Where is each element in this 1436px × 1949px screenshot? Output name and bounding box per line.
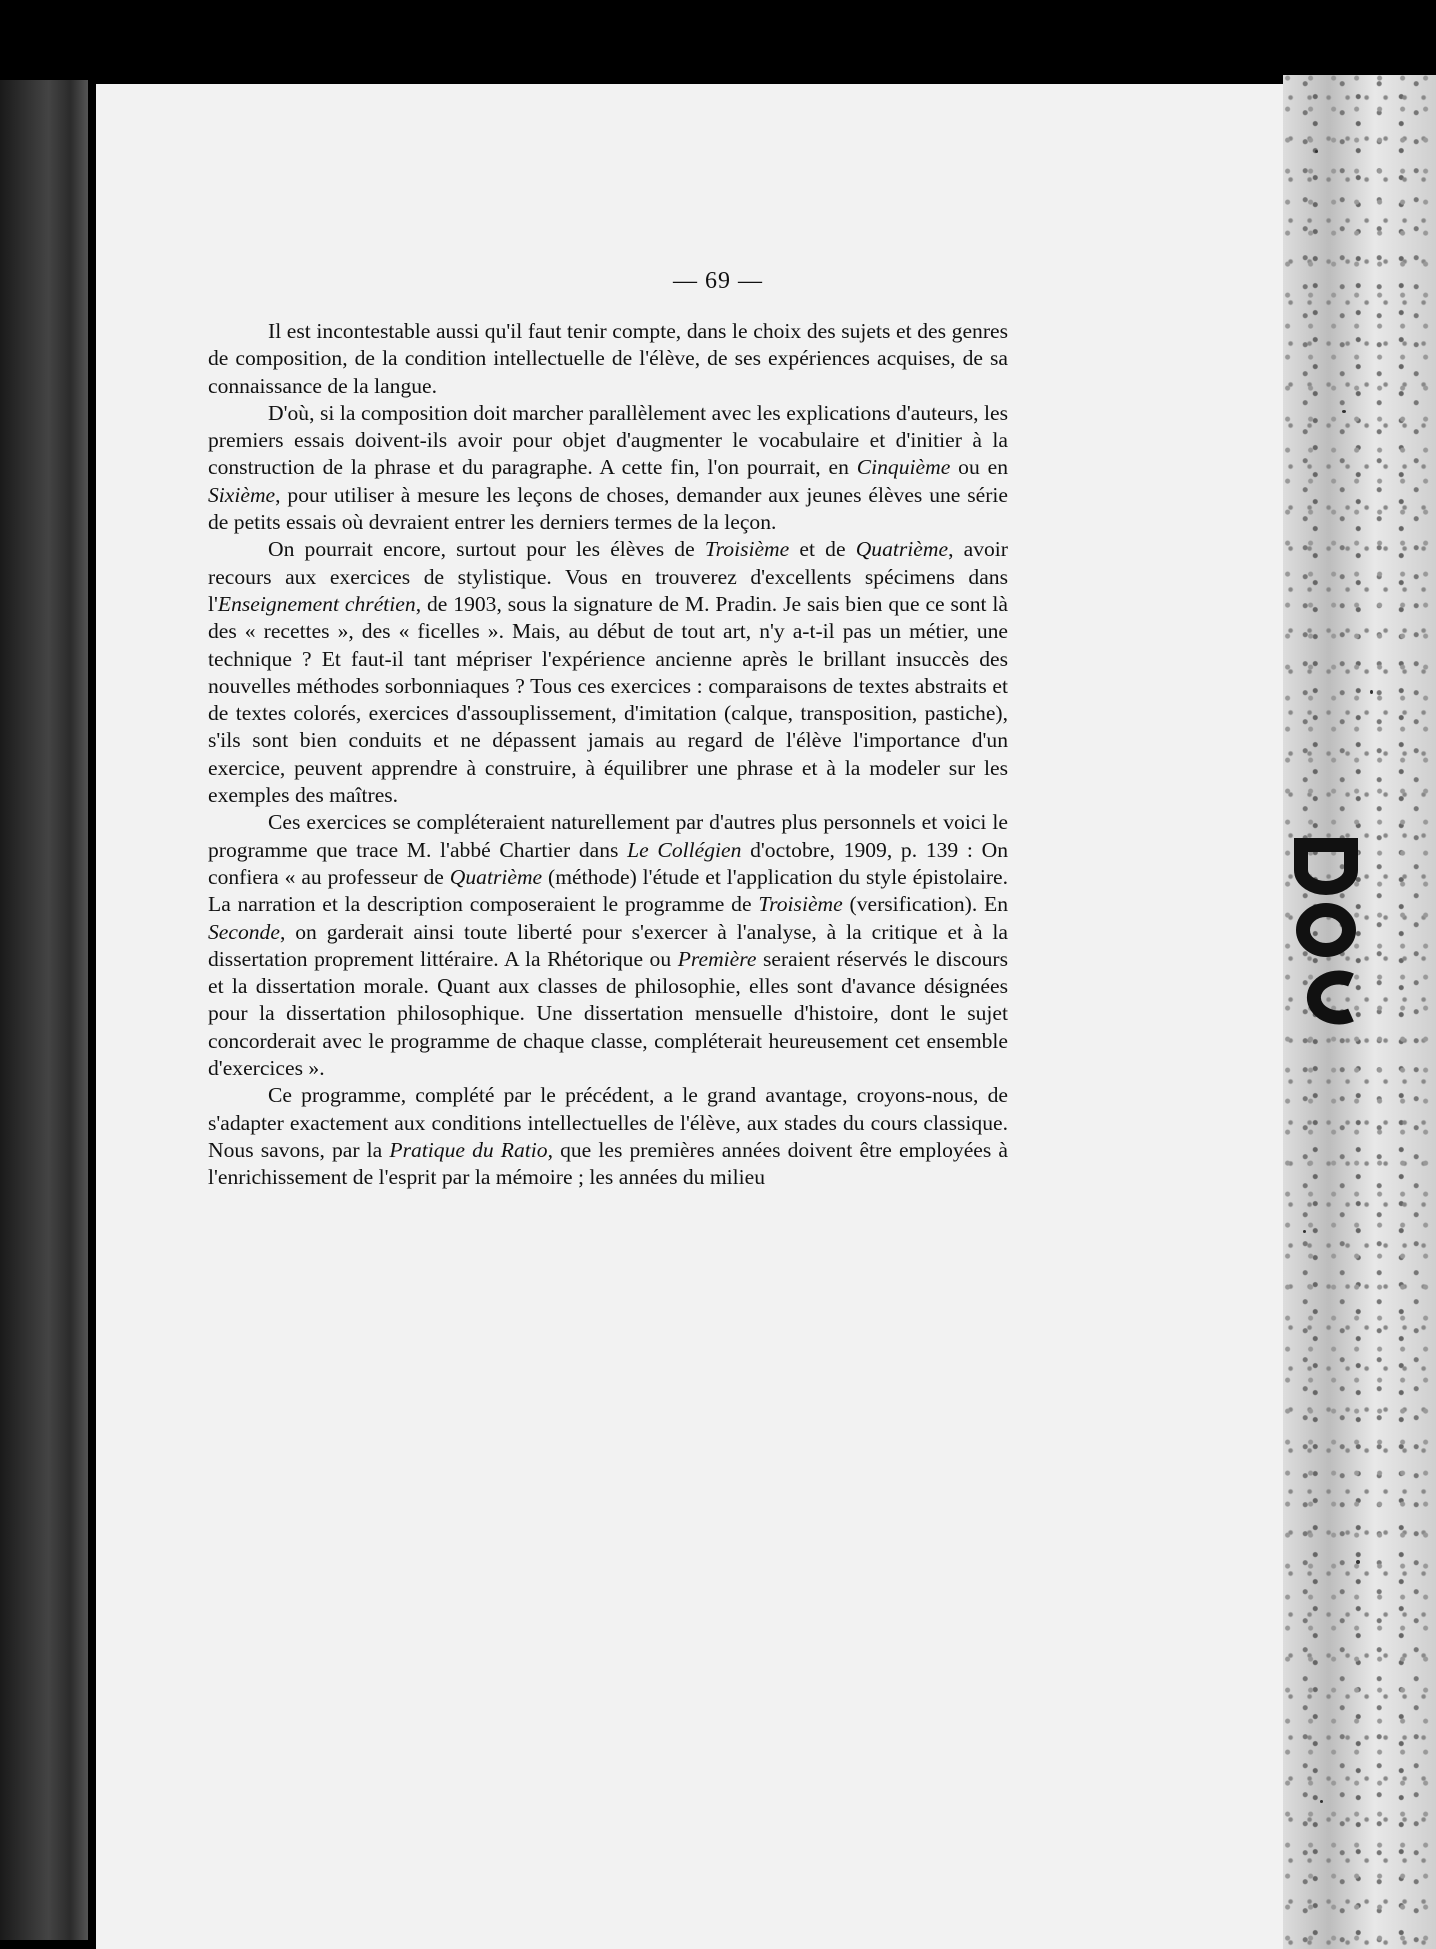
speck — [1320, 1800, 1323, 1803]
text-run: d'octobre, 1909, p. 139 : On confiera « au professeur de — [208, 837, 1009, 889]
previous-page-edge — [0, 80, 88, 1940]
italic-run: Sixième — [208, 482, 276, 507]
text-run: On pourrait encore, surtout pour les élèves de — [268, 537, 705, 562]
text-run: (méthode) l'étude et l'application du style épistolaire. La narration et la description composeraient le programme de — [208, 864, 1008, 917]
italic-run: Quatrième — [449, 864, 543, 889]
italic-run: Quatrième — [855, 537, 949, 562]
text-run: , avoir recours aux exercices de stylistique. Vous en trouverez d'excellents spécimens dans l' — [208, 537, 1008, 616]
text-run: (versification). En — [842, 892, 1008, 917]
text-run: , de 1903, sous la signature de M. Pradin. Je sais bien que ce sont là des « recettes », des « ficelles ». Mais, au début de tout art, n'y a-t-il pas un métier, une technique ? Et faut-il tant mépriser l'expérience ancienne après le brillant insuccès des nouvelles méthodes sorbonniaques ? Tous ces exercices : comparaisons de textes abstraits et de textes colorés, exercices d'assouplissement, d'imitation (calque, transposition, pastiche), s'ils sont bien conduits et ne dépassent jamais au regard de l'élève l'importance d'un exercice, peuvent apprendre à construire, à équilibrer une phrase et à la modeler sur les exemples des maîtres. — [208, 591, 1009, 808]
text-run: Ces exercices se compléteraient naturellement par d'autres plus personnels et voici le programme que trace M. l'abbé Chartier dans — [208, 810, 1008, 862]
text-run: Il est incontestable aussi qu'il faut tenir compte, dans le choix des sujets et des genres de composition, de la condition intellectuelle de l'élève, de ses expériences acquises, de sa connaissance de la langue. — [208, 319, 1008, 398]
text-run: D'où, si la composition doit marcher parallèlement avec les explications d'auteurs, les premiers essais doivent-ils avoir pour objet d'augmenter le vocabulaire et d'initier à la construction de la phrase et du paragraphe. A cette fin, l'on pourrait, en — [208, 400, 1008, 480]
speck — [1303, 1230, 1306, 1233]
paragraph — [208, 1082, 1008, 1191]
body-text — [208, 318, 1008, 1192]
speck — [1315, 150, 1318, 153]
text-run: seraient réservés le discours et la dissertation morale. Quant aux classes de philosophie, elles sont d'avance désignées pour la dissertation philosophique. Une dissertation mensuelle d'histoire, dont le sujet concorderait avec le programme de chaque classe, compléterait heureusement cet ensemble d'exercices ». — [208, 946, 1009, 1081]
italic-run: Seconde — [208, 919, 280, 944]
text-run: , pour utiliser à mesure les leçons de choses, demander aux jeunes élèves une série de petits essais où devraient entrer les derniers termes de la leçon. — [208, 482, 1008, 535]
speck — [1342, 410, 1346, 413]
italic-run: Cinquième — [856, 455, 951, 480]
text-run: , on garderait ainsi toute liberté pour s'exercer à l'analyse, à la critique et à la dissertation proprement littéraire. A la Rhétorique ou — [208, 919, 1008, 971]
margin-stamp — [1291, 830, 1361, 1030]
italic-run: Enseignement chrétien — [217, 591, 416, 616]
italic-run: Troisième — [704, 537, 790, 562]
paragraph — [208, 400, 1008, 536]
text-run: Ce programme, complété par le précédent, a le grand avantage, croyons-nous, de s'adapter exactement aux conditions intellectuelles de l'élève, aux stades du cours classique. Nous savons, par la — [208, 1083, 1008, 1162]
paragraph — [208, 318, 1008, 400]
italic-run: Première — [677, 946, 757, 971]
paragraph — [208, 809, 1008, 1082]
text-run: et de — [789, 537, 856, 562]
paragraph — [208, 536, 1008, 809]
text-run: ou en — [950, 455, 1008, 480]
speck — [1356, 1560, 1360, 1564]
page-number: — 69 — — [673, 268, 763, 294]
italic-run: Pratique du Ratio — [389, 1137, 548, 1162]
speck — [1370, 690, 1373, 694]
italic-run: Troisième — [758, 892, 843, 917]
text-run: , que les premières années doivent être employées à l'enrichissement de l'esprit par la mémoire ; les années du milieu — [208, 1137, 1008, 1190]
italic-run: Le Collégien — [627, 837, 742, 862]
